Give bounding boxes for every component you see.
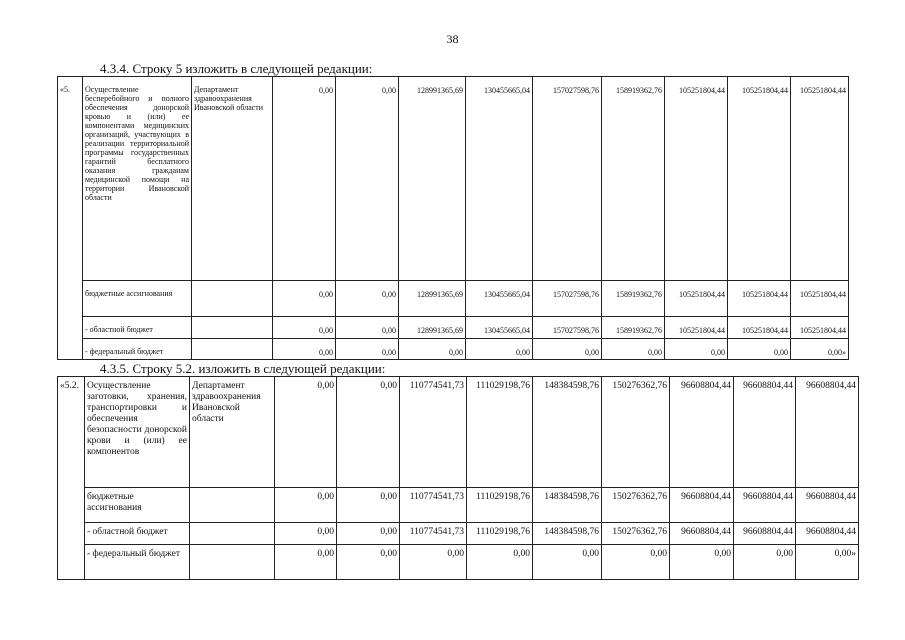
table-row [58, 77, 849, 281]
value-cell: 105251804,44 [665, 77, 728, 281]
value-cell: 105251804,44 [791, 281, 849, 317]
value-cell: 0,00 [337, 523, 400, 545]
value-cell: 0,00 [602, 339, 665, 360]
value-cell: 0,00 [734, 545, 796, 580]
value-cell: 0,00 [275, 488, 337, 523]
value-cell: 0,00» [791, 339, 849, 360]
value-cell: 158919362,76 [602, 77, 665, 281]
value-cell: 148384598,76 [533, 523, 602, 545]
table-row [58, 281, 849, 317]
value-cell: 110774541,73 [400, 488, 467, 523]
value-cell: 0,00 [533, 339, 602, 360]
value-cell: 157027598,76 [533, 281, 602, 317]
row-index: «5.2. [58, 377, 85, 580]
executor: Департамент здравоохранения Ивановской области [190, 377, 275, 488]
value-cell: 0,00 [337, 545, 400, 580]
value-cell: 130455665,04 [466, 77, 533, 281]
value-cell: 0,00 [533, 545, 602, 580]
value-cell: 111029198,76 [467, 523, 533, 545]
value-cell: 0,00 [273, 281, 336, 317]
budget-table-row-5 [57, 76, 849, 360]
value-cell: 148384598,76 [533, 488, 602, 523]
value-cell: 96608804,44 [734, 488, 796, 523]
table-row [58, 339, 849, 360]
value-cell: 0,00 [273, 77, 336, 281]
value-cell: 105251804,44 [728, 281, 791, 317]
value-cell: 96608804,44 [670, 523, 734, 545]
value-cell: 0,00 [275, 523, 337, 545]
empty-cell [192, 339, 273, 360]
value-cell: 105251804,44 [728, 77, 791, 281]
value-cell: 148384598,76 [533, 377, 602, 488]
value-cell: 0,00» [796, 545, 859, 580]
section-heading-1: 4.3.4. Строку 5 изложить в следующей редакции: [100, 61, 373, 76]
value-cell: 128991365,69 [399, 77, 466, 281]
table-row [58, 377, 859, 488]
value-cell: 111029198,76 [467, 488, 533, 523]
empty-cell [190, 488, 275, 523]
value-cell: 0,00 [275, 377, 337, 488]
value-cell: 96608804,44 [796, 377, 859, 488]
value-cell: 105251804,44 [791, 77, 849, 281]
value-cell: 0,00 [399, 339, 466, 360]
table-row [58, 488, 859, 523]
value-cell: 150276362,76 [602, 523, 670, 545]
value-cell: 158919362,76 [602, 281, 665, 317]
activity-name: Осуществление заготовки, хранения, транспортировки и обеспечения безопасности донорской крови и (или) ее компонентов [85, 377, 190, 488]
sub-row-label: бюджетные ассигнования [83, 281, 192, 317]
value-cell: 96608804,44 [796, 488, 859, 523]
value-cell: 0,00 [467, 545, 533, 580]
page-number: 38 [446, 32, 459, 46]
sub-row-label: - областной бюджет [83, 317, 192, 339]
value-cell: 110774541,73 [400, 377, 467, 488]
value-cell: 96608804,44 [670, 377, 734, 488]
value-cell: 0,00 [400, 545, 467, 580]
table-row [58, 523, 859, 545]
value-cell: 96608804,44 [796, 523, 859, 545]
value-cell: 0,00 [273, 317, 336, 339]
value-cell: 130455665,04 [466, 317, 533, 339]
empty-cell [190, 523, 275, 545]
row-index: «5. [58, 77, 83, 360]
value-cell: 96608804,44 [670, 488, 734, 523]
table-row [58, 545, 859, 580]
executor: Департамент здравоохранения Ивановской области [192, 77, 273, 281]
value-cell: 0,00 [728, 339, 791, 360]
empty-cell [192, 317, 273, 339]
value-cell: 150276362,76 [602, 377, 670, 488]
value-cell: 158919362,76 [602, 317, 665, 339]
value-cell: 110774541,73 [400, 523, 467, 545]
value-cell: 0,00 [665, 339, 728, 360]
sub-row-label: бюджетные ассигнования [85, 488, 190, 523]
value-cell: 111029198,76 [467, 377, 533, 488]
value-cell: 0,00 [337, 377, 400, 488]
sub-row-label: - федеральный бюджет [83, 339, 192, 360]
sub-row-label: - федеральный бюджет [85, 545, 190, 580]
value-cell: 96608804,44 [734, 377, 796, 488]
value-cell: 0,00 [466, 339, 533, 360]
activity-name: Осуществление бесперебойного и полного обеспечения донорской кровью и (или) ее компонентами медицинских организаций, участвующих в реализации территориальной программы государственных гарантий бесплатного оказания гражданам медицинской помощи на территории Ивановской области [83, 77, 192, 281]
value-cell: 0,00 [337, 488, 400, 523]
value-cell: 0,00 [275, 545, 337, 580]
section-heading-2: 4.3.5. Строку 5.2. изложить в следующей редакции: [100, 361, 386, 376]
empty-cell [192, 281, 273, 317]
value-cell: 128991365,69 [399, 317, 466, 339]
value-cell: 0,00 [273, 339, 336, 360]
value-cell: 0,00 [336, 77, 399, 281]
value-cell: 157027598,76 [533, 77, 602, 281]
value-cell: 0,00 [336, 339, 399, 360]
value-cell: 0,00 [336, 281, 399, 317]
value-cell: 130455665,04 [466, 281, 533, 317]
value-cell: 157027598,76 [533, 317, 602, 339]
value-cell: 128991365,69 [399, 281, 466, 317]
value-cell: 0,00 [336, 317, 399, 339]
budget-table-row-5-2 [57, 376, 859, 580]
empty-cell [190, 545, 275, 580]
value-cell: 96608804,44 [734, 523, 796, 545]
value-cell: 105251804,44 [791, 317, 849, 339]
table-row [58, 317, 849, 339]
value-cell: 0,00 [670, 545, 734, 580]
value-cell: 0,00 [602, 545, 670, 580]
value-cell: 105251804,44 [665, 317, 728, 339]
value-cell: 105251804,44 [728, 317, 791, 339]
sub-row-label: - областной бюджет [85, 523, 190, 545]
value-cell: 105251804,44 [665, 281, 728, 317]
value-cell: 150276362,76 [602, 488, 670, 523]
